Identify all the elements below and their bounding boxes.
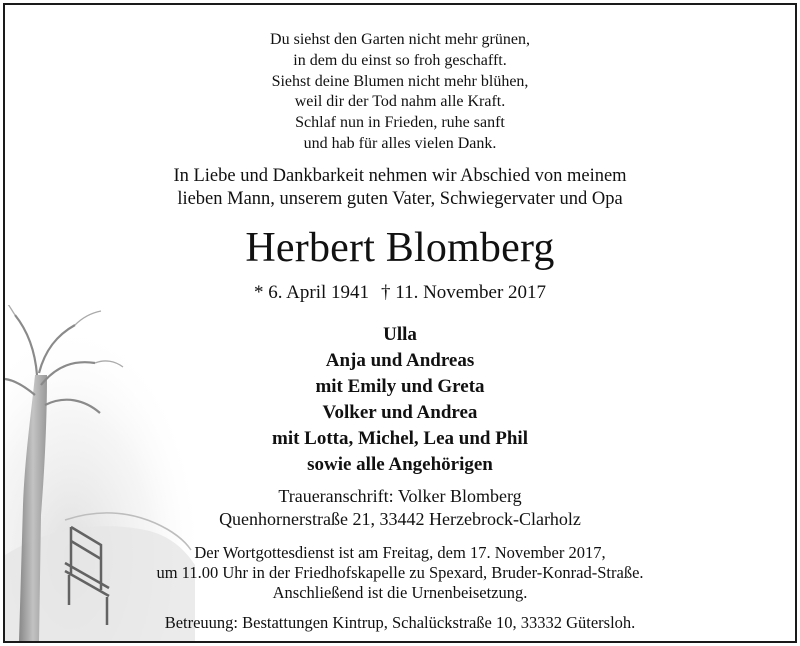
deceased-name: Herbert Blomberg bbox=[245, 225, 555, 271]
address-line: Quenhornerstraße 21, 33442 Herzebrock-Clarholz bbox=[219, 509, 581, 529]
service-line: Anschließend ist die Urnenbeisetzung. bbox=[272, 583, 528, 602]
address-line: Traueranschrift: Volker Blomberg bbox=[278, 486, 522, 506]
intro-line: In Liebe und Dankbarkeit nehmen wir Abschied von meinem bbox=[173, 166, 627, 186]
mourning-address bbox=[5, 485, 795, 531]
mourner-line: Anja und Andreas bbox=[325, 350, 475, 371]
obituary-notice bbox=[3, 3, 797, 643]
service-line: Der Wortgottesdienst ist am Freitag, dem 17. November 2017, bbox=[194, 543, 606, 562]
poem-line: Du siehst den Garten nicht mehr grünen, bbox=[270, 31, 530, 48]
service-info bbox=[5, 543, 795, 603]
death-date: † 11. November 2017 bbox=[381, 282, 547, 303]
life-dates bbox=[5, 281, 795, 305]
poem-line: Schlaf nun in Frieden, ruhe sanft bbox=[295, 114, 505, 132]
intro-text bbox=[5, 165, 795, 211]
birth-date: * 6. April 1941 bbox=[253, 282, 370, 303]
mourner-line: Ulla bbox=[383, 324, 417, 345]
poem-line: Siehst deine Blumen nicht mehr blühen, bbox=[271, 72, 529, 90]
poem-line: weil dir der Tod nahm alle Kraft. bbox=[294, 93, 506, 111]
funeral-home-info: Betreuung: Bestattungen Kintrup, Schalückstraße 10, 33332 Gütersloh. bbox=[164, 613, 636, 632]
mourner-line: mit Emily und Greta bbox=[315, 376, 485, 397]
mourner-line: sowie alle Angehörigen bbox=[307, 454, 493, 475]
poem bbox=[5, 30, 795, 155]
service-line: um 11.00 Uhr in der Friedhofskapelle zu Spexard, Bruder-Konrad-Straße. bbox=[156, 563, 644, 582]
mourner-line: mit Lotta, Michel, Lea und Phil bbox=[272, 428, 528, 449]
poem-line: in dem du einst so froh geschafft. bbox=[293, 51, 507, 69]
mourner-line: Volker und Andrea bbox=[322, 402, 478, 423]
poem-line: und hab für alles vielen Dank. bbox=[303, 134, 497, 152]
mourners-list bbox=[5, 322, 795, 478]
intro-line: lieben Mann, unserem guten Vater, Schwiegervater und Opa bbox=[177, 189, 623, 209]
